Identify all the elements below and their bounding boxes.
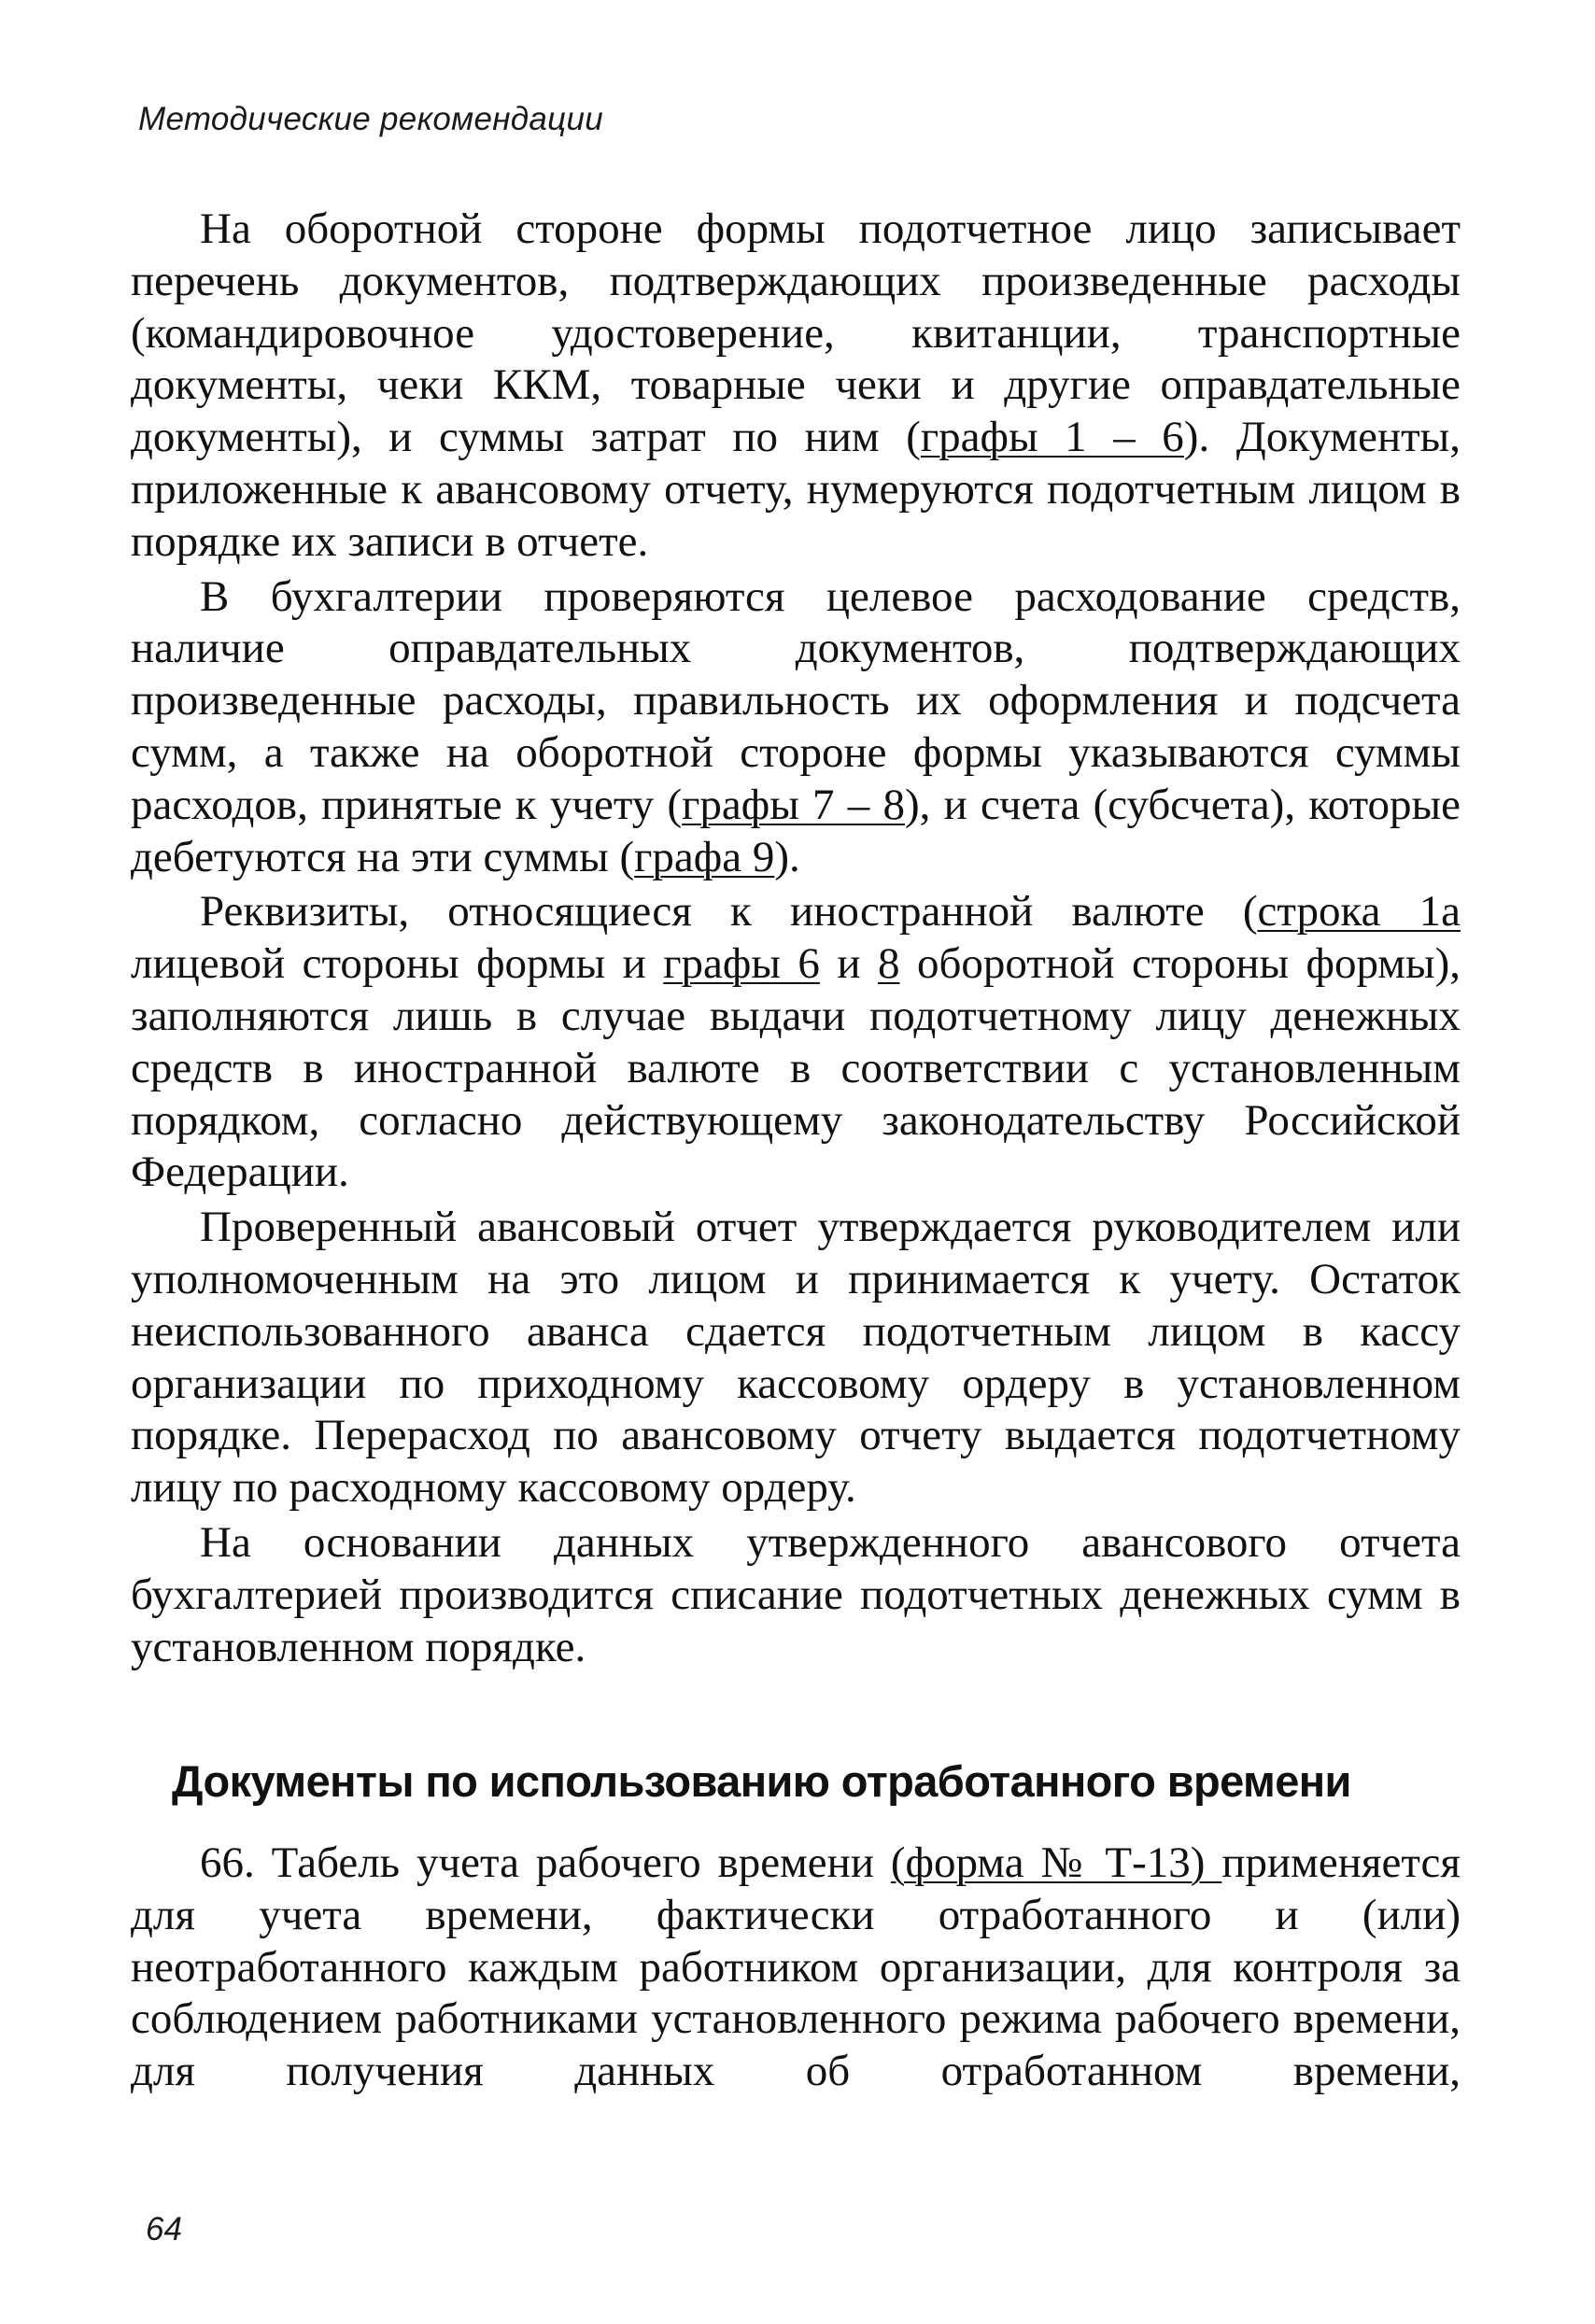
paragraph-3 — [131, 886, 1461, 1199]
paragraph-6 — [131, 1838, 1461, 2098]
body-text-section — [131, 1838, 1461, 2098]
reference-link-column-8[interactable]: 8 — [877, 939, 900, 989]
paragraph-5: На основании данных утвержденного авансового отчета бухгалтерией производится списание подотчетных денежных сумм в установленном порядке. — [131, 1517, 1461, 1671]
paragraph-3-text-1: Реквизиты, относящиеся к иностранной валюте ( — [200, 887, 1258, 937]
paragraph-6-text-2: применяется для учета времени, фактически отработанного и (или) неотработанного каждым работником организации, для контроля за соблюдением работниками установленного режима рабочего времени, для получения данных об отработанном времени, — [131, 1838, 1461, 2096]
reference-link-columns-7-8[interactable]: графы 7 – 8 — [682, 780, 905, 829]
page-number: 64 — [146, 2211, 182, 2247]
reference-link-form-t13[interactable]: (форма № Т-13) — [890, 1838, 1222, 1887]
paragraph-4: Проверенный авансовый отчет утверждается руководителем или уполномоченным на это лицом и принимается к учету. Остаток неиспользованного аванса сдается подотчетным лицом в кассу организации по приходному кассовому ордеру в установленном порядке. Перерасход по авансовому отчету выдается подотчетному лицу по расходному кассовому ордеру. — [131, 1203, 1461, 1513]
running-head: Методические рекомендации — [138, 101, 604, 137]
section-heading: Документы по использованию отработанного времени — [172, 1756, 1351, 1806]
paragraph-2-text-2: ), и счета (субсчета), которые дебетуются на эти суммы ( — [131, 780, 1461, 881]
paragraph-2 — [131, 571, 1461, 884]
paragraph-6-text-1: 66. Табель учета рабочего времени — [200, 1838, 891, 1887]
reference-link-line-1a[interactable]: строка 1а — [1257, 887, 1461, 937]
paragraph-3-text-3: и — [819, 939, 878, 989]
body-text — [131, 204, 1461, 1676]
reference-link-columns-1-6[interactable]: графы 1 – 6 — [920, 413, 1184, 462]
paragraph-1-text-2: ). Документы, приложенные к авансовому отчету, нумеруются подотчетным лицом в порядке их записи в отчете. — [131, 413, 1461, 566]
paragraph-1 — [131, 204, 1461, 569]
paragraph-1-text-1: На оборотной стороне формы подотчетное лицо записывает перечень документов, подтверждающих произведенные расходы (командировочное удостоверение, квитанции, транспортные документы, чеки ККМ, товарные чеки и другие оправдательные документы), и суммы затрат по ним ( — [131, 204, 1461, 462]
reference-link-columns-6[interactable]: графы 6 — [663, 939, 820, 989]
paragraph-2-text-3: ). — [774, 832, 800, 881]
paragraph-3-text-2: лицевой стороны формы и — [131, 939, 664, 989]
reference-link-column-9[interactable]: графа 9 — [634, 832, 775, 881]
paragraph-2-text-1: В бухгалтерии проверяются целевое расходование средств, наличие оправдательных документов, подтверждающих произведенные расходы, правильность их оформления и подсчета сумм, а также на оборотной стороне формы указываются суммы расходов, принятые к учету ( — [131, 571, 1461, 829]
paragraph-3-text-4: оборотной стороны формы), заполняются лишь в случае выдачи подотчетному лицу денежных средств в иностранной валюте в соответствии с установленным порядком, согласно действующему законодательству Российской Федерации. — [131, 939, 1461, 1197]
